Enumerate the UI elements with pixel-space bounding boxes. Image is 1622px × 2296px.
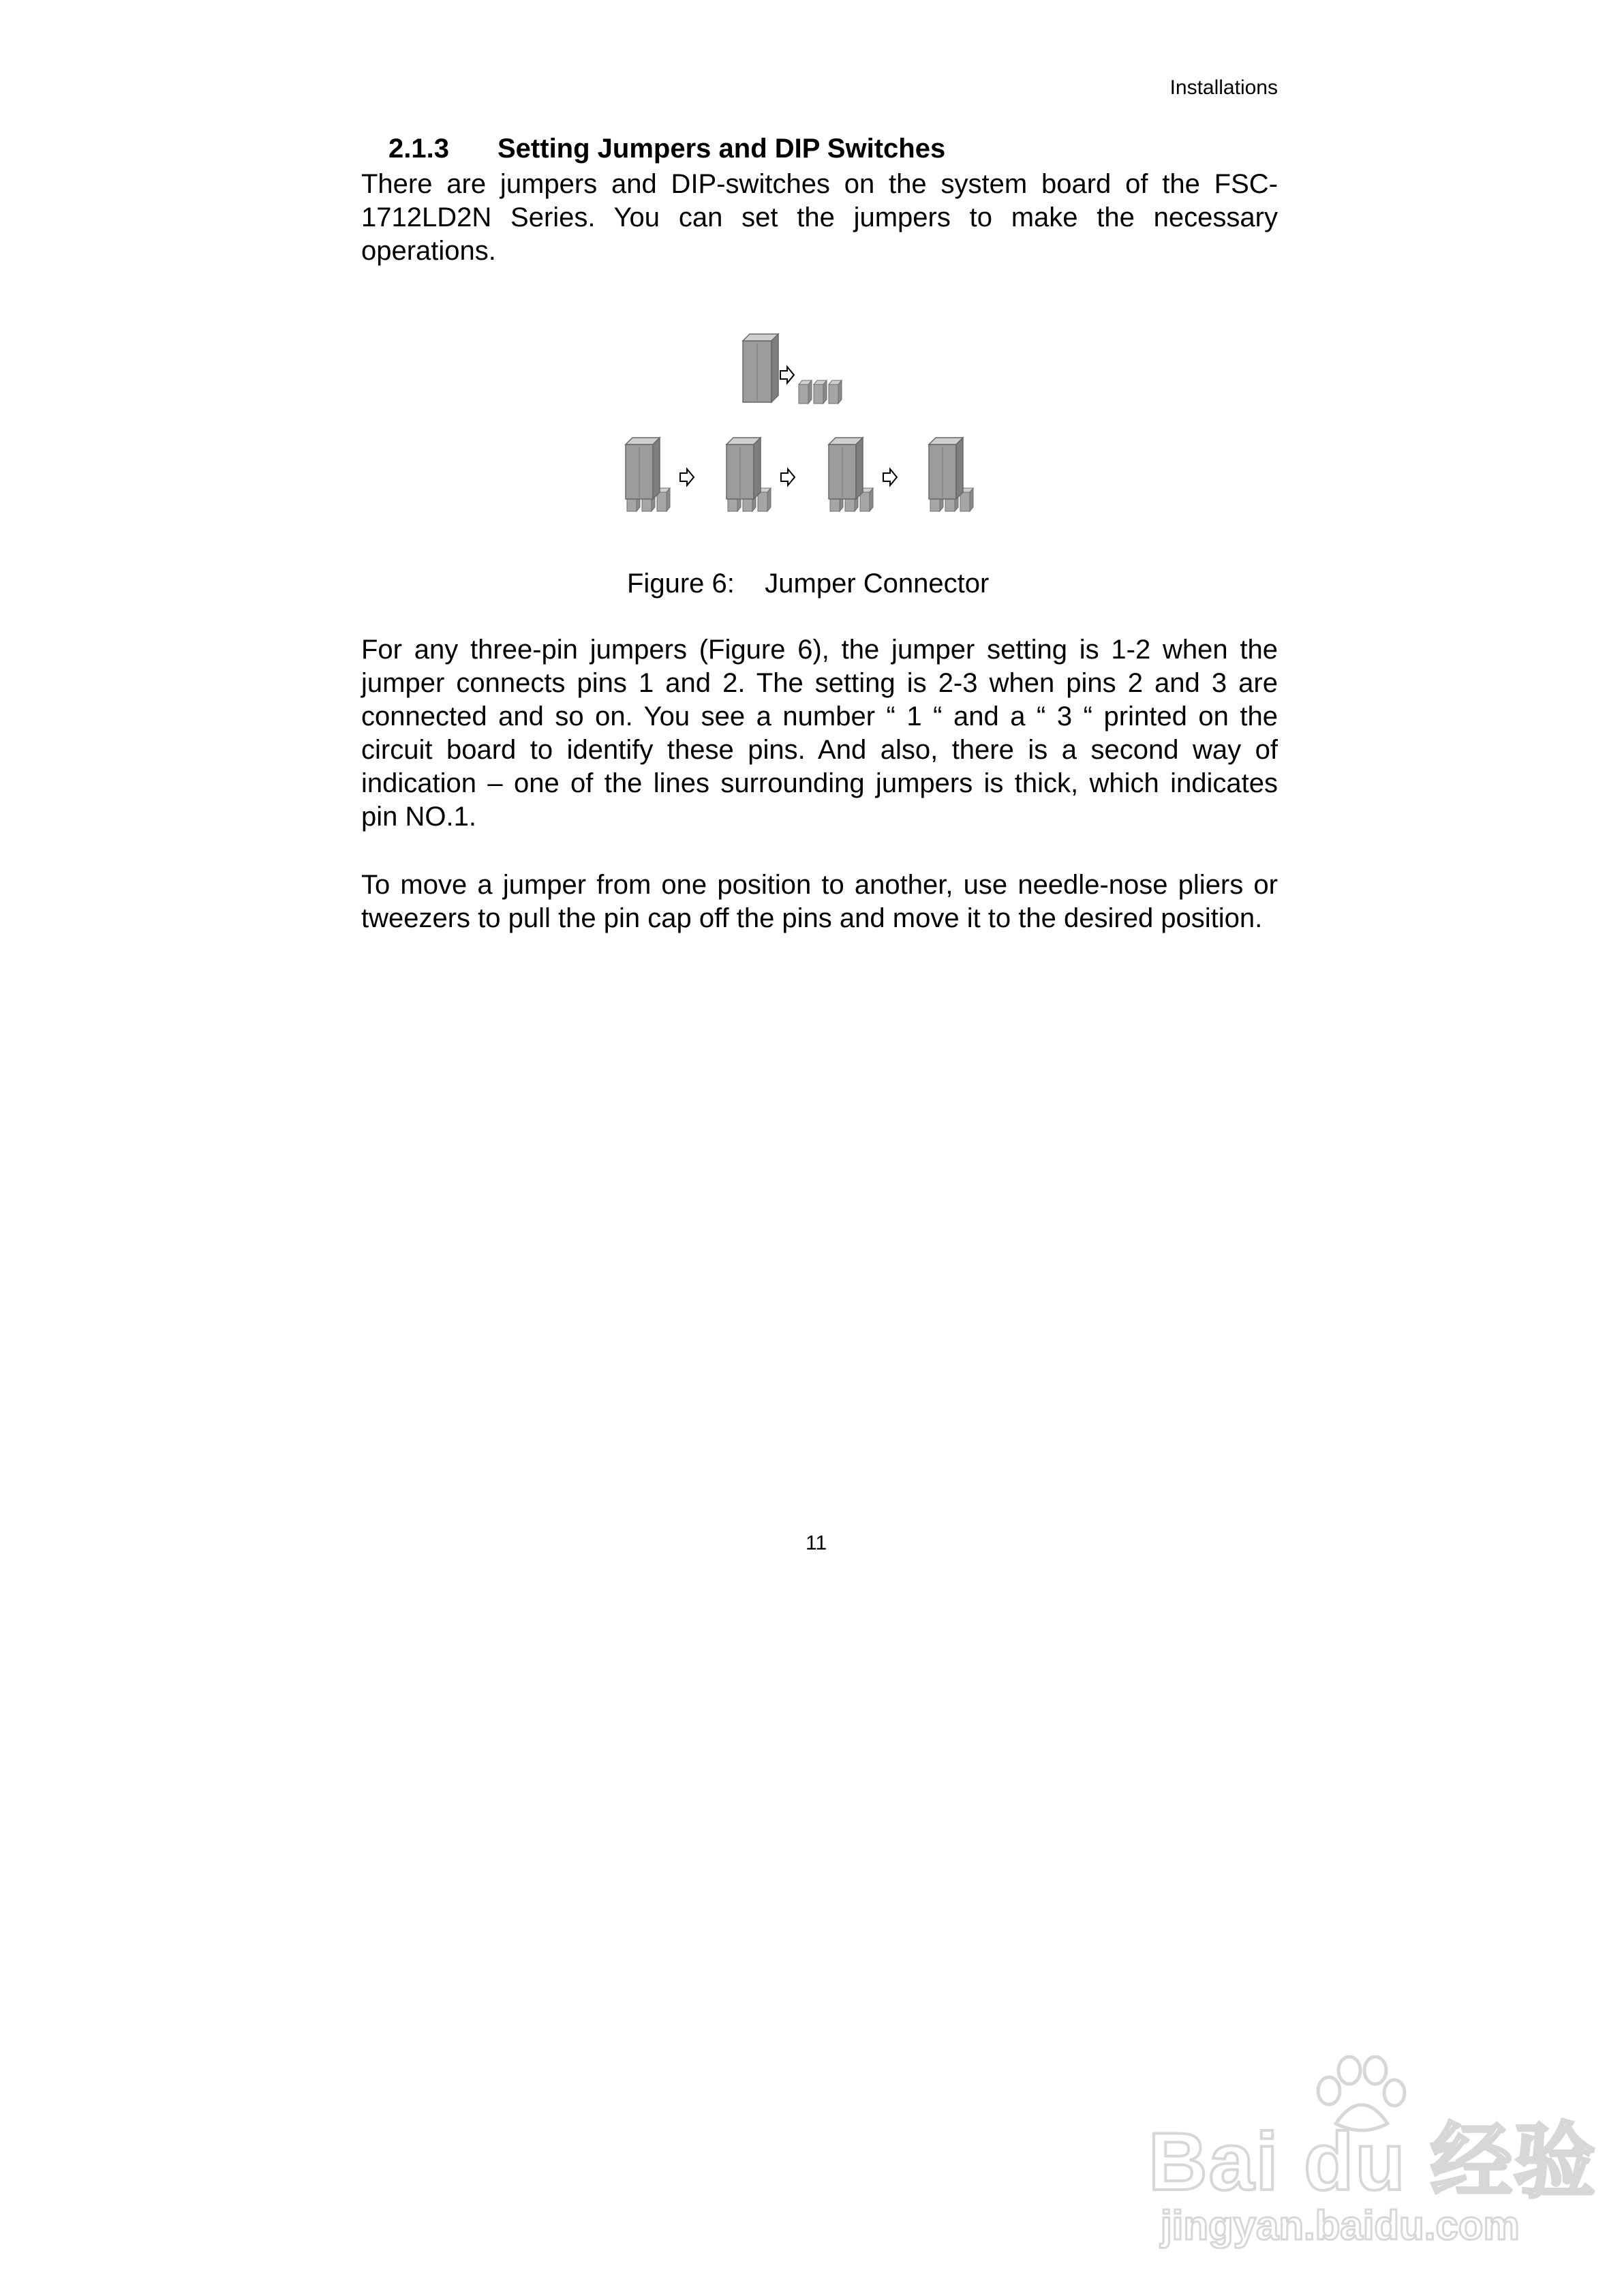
section-number: 2.1.3 [388,134,449,164]
page-number: 11 [806,1532,827,1554]
jumper-group [626,438,670,511]
move-jumper-paragraph: To move a jumper from one position to another, use needle-nose pliers or tweezers to pull the pin cap off the pins and move it to the desired position. [361,870,1278,933]
jumper-pin [829,380,842,404]
running-header: Installations [1169,76,1278,99]
jumper-cap [829,438,863,499]
intro-paragraph: There are jumpers and DIP-switches on the system board of the FSC-1712LD2N Series. You can set the jumpers to make the necessary operations. [361,169,1278,266]
section-title: Setting Jumpers and DIP Switches [498,134,946,164]
jumper-group [929,438,973,511]
jumper-group [799,380,842,404]
jumper-cap [626,438,660,499]
jumper-group [829,438,873,511]
baidu-jingyan-watermark [1148,2055,1597,2260]
arrow-icon [680,469,694,485]
jumper-group [743,334,778,402]
pin-setting-paragraph: For any three-pin jumpers (Figure 6), the jumper setting is 1-2 when the jumper connects pins 1 and 2. The setting is 2-3 when pins 2 and 3 are connected and so on. You see a number “ 1 “ and a “ 3 “ printed on the circuit board to identify these pins. And also, there is a second way of indication – one of the lines surrounding jumpers is thick, which indicates pin NO.1. [361,635,1278,832]
figure-caption: Figure 6: Jumper Connector [627,569,990,599]
section-heading [388,134,945,164]
jumper-connector-illustration [613,327,1009,525]
jumper-pin [799,380,812,404]
jumper-cap [726,438,761,499]
jumper-cap [743,334,778,402]
jumper-connector-figure [613,327,1009,525]
jumper-pin [814,380,827,404]
watermark-url: jingyan.baidu.com [1161,2203,1520,2248]
arrow-icon [780,367,794,383]
arrow-icon [883,469,897,485]
jumper-cap [929,438,963,499]
arrow-icon [781,469,795,485]
watermark-logo: Bai du 经验 [1148,2116,1597,2207]
jumper-group [726,438,771,511]
